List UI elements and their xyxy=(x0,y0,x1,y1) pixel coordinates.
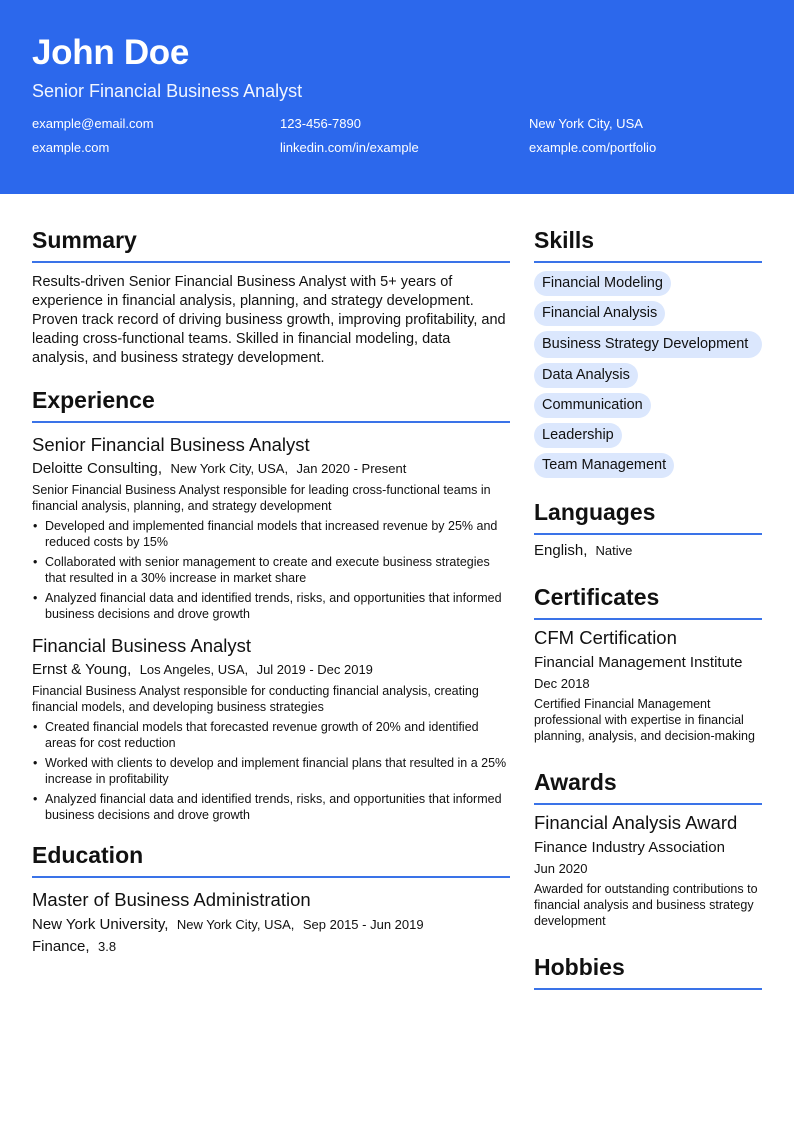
certificates-section xyxy=(534,581,762,744)
section-divider xyxy=(534,261,762,263)
job-title: Senior Financial Business Analyst xyxy=(32,434,310,455)
job-description: Financial Business Analyst responsible for conducting financial analysis, creating financial models, and developing business strategies xyxy=(32,684,479,714)
section-divider xyxy=(32,261,510,263)
certificate-issuer: Financial Management Institute xyxy=(534,654,743,671)
job-meta xyxy=(32,661,510,679)
awards-heading: Awards xyxy=(534,769,617,795)
skills-list xyxy=(534,271,762,478)
section-divider xyxy=(32,421,510,423)
award-date: Jun 2020 xyxy=(534,861,588,876)
hobbies-heading: Hobbies xyxy=(534,954,625,980)
section-divider xyxy=(534,803,762,805)
contact-email[interactable]: example@email.com xyxy=(32,116,154,131)
skill-chip: Communication xyxy=(534,393,651,418)
job-entry xyxy=(32,634,510,823)
award-issuer: Finance Industry Association xyxy=(534,839,725,856)
contact-phone[interactable]: 123-456-7890 xyxy=(280,116,361,131)
certificate-description: Certified Financial Management professional with expertise in financial planning, analysis, and decision-making xyxy=(534,697,755,743)
experience-heading: Experience xyxy=(32,387,155,413)
certificate-name: CFM Certification xyxy=(534,627,677,648)
section-divider xyxy=(534,618,762,620)
contact-portfolio[interactable]: example.com/portfolio xyxy=(529,140,657,155)
contact-location: New York City, USA xyxy=(529,116,643,131)
skills-section xyxy=(534,224,762,478)
section-divider xyxy=(32,876,510,878)
section-divider xyxy=(534,533,762,535)
skill-chip: Financial Analysis xyxy=(534,301,665,326)
summary-section xyxy=(32,224,510,368)
summary-heading: Summary xyxy=(32,227,137,253)
education-gpa: 3.8 xyxy=(98,939,117,954)
job-bullet: • Created financial models that forecasted revenue growth of 20% and identified areas for cost reduction xyxy=(32,719,510,751)
job-bullets xyxy=(32,518,510,622)
skill-chip: Financial Modeling xyxy=(534,271,671,296)
job-bullet: • Analyzed financial data and identified trends, risks, and opportunities that informed business decisions and drove growth xyxy=(32,791,510,823)
languages-heading: Languages xyxy=(534,499,656,525)
job-bullet: • Worked with clients to develop and implement financial plans that resulted in a 25% increase in profitability xyxy=(32,755,510,787)
certificates-heading: Certificates xyxy=(534,584,660,610)
skill-chip: Data Analysis xyxy=(534,363,638,388)
right-column xyxy=(534,224,762,1000)
job-description: Senior Financial Business Analyst responsible for leading cross-functional teams in financial analysis, planning, and strategy development xyxy=(32,483,491,513)
job-company: Ernst & Young, xyxy=(32,661,132,678)
job-meta xyxy=(32,460,510,478)
job-location: Los Angeles, USA, xyxy=(139,662,249,677)
skill-chip: Team Management xyxy=(534,453,674,478)
contact-linkedin[interactable]: linkedin.com/in/example xyxy=(280,140,419,155)
section-divider xyxy=(534,988,762,990)
left-column xyxy=(32,224,510,958)
awards-section xyxy=(534,766,762,929)
education-dates: Sep 2015 - Jun 2019 xyxy=(302,917,424,932)
education-school: New York University, xyxy=(32,916,169,933)
education-field-row xyxy=(32,936,510,958)
award-description: Awarded for outstanding contributions to financial analysis and business strategy development xyxy=(534,882,758,928)
contact-info xyxy=(32,115,762,157)
job-entry xyxy=(32,433,510,622)
candidate-title: Senior Financial Business Analyst xyxy=(32,81,303,101)
job-bullet: • Analyzed financial data and identified trends, risks, and opportunities that informed business decisions and drove growth xyxy=(32,590,510,622)
job-bullet: • Developed and implemented financial models that increased revenue by 25% and reduced costs by 15% xyxy=(32,518,510,550)
education-section xyxy=(32,839,510,958)
summary-text: Results-driven Senior Financial Business Analyst with 5+ years of experience in financial analysis, planning, and strategy development. Proven track record of driving business growth, improving profitability, and leading cross-functional teams. Skilled in financial modeling, data analysis, and business strategy development. xyxy=(32,274,506,366)
language-level: Native xyxy=(595,543,633,558)
skill-chip: Leadership xyxy=(534,423,622,448)
education-degree: Master of Business Administration xyxy=(32,889,311,910)
skills-heading: Skills xyxy=(534,227,595,253)
education-field: Finance, xyxy=(32,938,90,955)
languages-section xyxy=(534,496,762,561)
job-bullet: • Collaborated with senior management to create and execute business strategies that resulted in a 30% increase in market share xyxy=(32,554,510,586)
skill-chip: Business Strategy Development xyxy=(534,331,762,358)
award-name: Financial Analysis Award xyxy=(534,812,738,833)
job-company: Deloitte Consulting, xyxy=(32,460,163,477)
education-heading: Education xyxy=(32,842,144,868)
experience-section xyxy=(32,384,510,823)
certificate-date: Dec 2018 xyxy=(534,676,590,691)
hobbies-section xyxy=(534,951,762,990)
job-dates: Jan 2020 - Present xyxy=(296,461,407,476)
education-location: New York City, USA, xyxy=(176,917,295,932)
contact-website[interactable]: example.com xyxy=(32,140,110,155)
job-title: Financial Business Analyst xyxy=(32,635,252,656)
job-dates: Jul 2019 - Dec 2019 xyxy=(256,662,373,677)
job-bullets xyxy=(32,719,510,823)
language-item xyxy=(534,541,762,561)
language-name: English, xyxy=(534,542,588,559)
resume-header xyxy=(0,0,794,194)
education-meta xyxy=(32,914,510,936)
candidate-name: John Doe xyxy=(32,33,190,72)
job-location: New York City, USA, xyxy=(170,461,289,476)
